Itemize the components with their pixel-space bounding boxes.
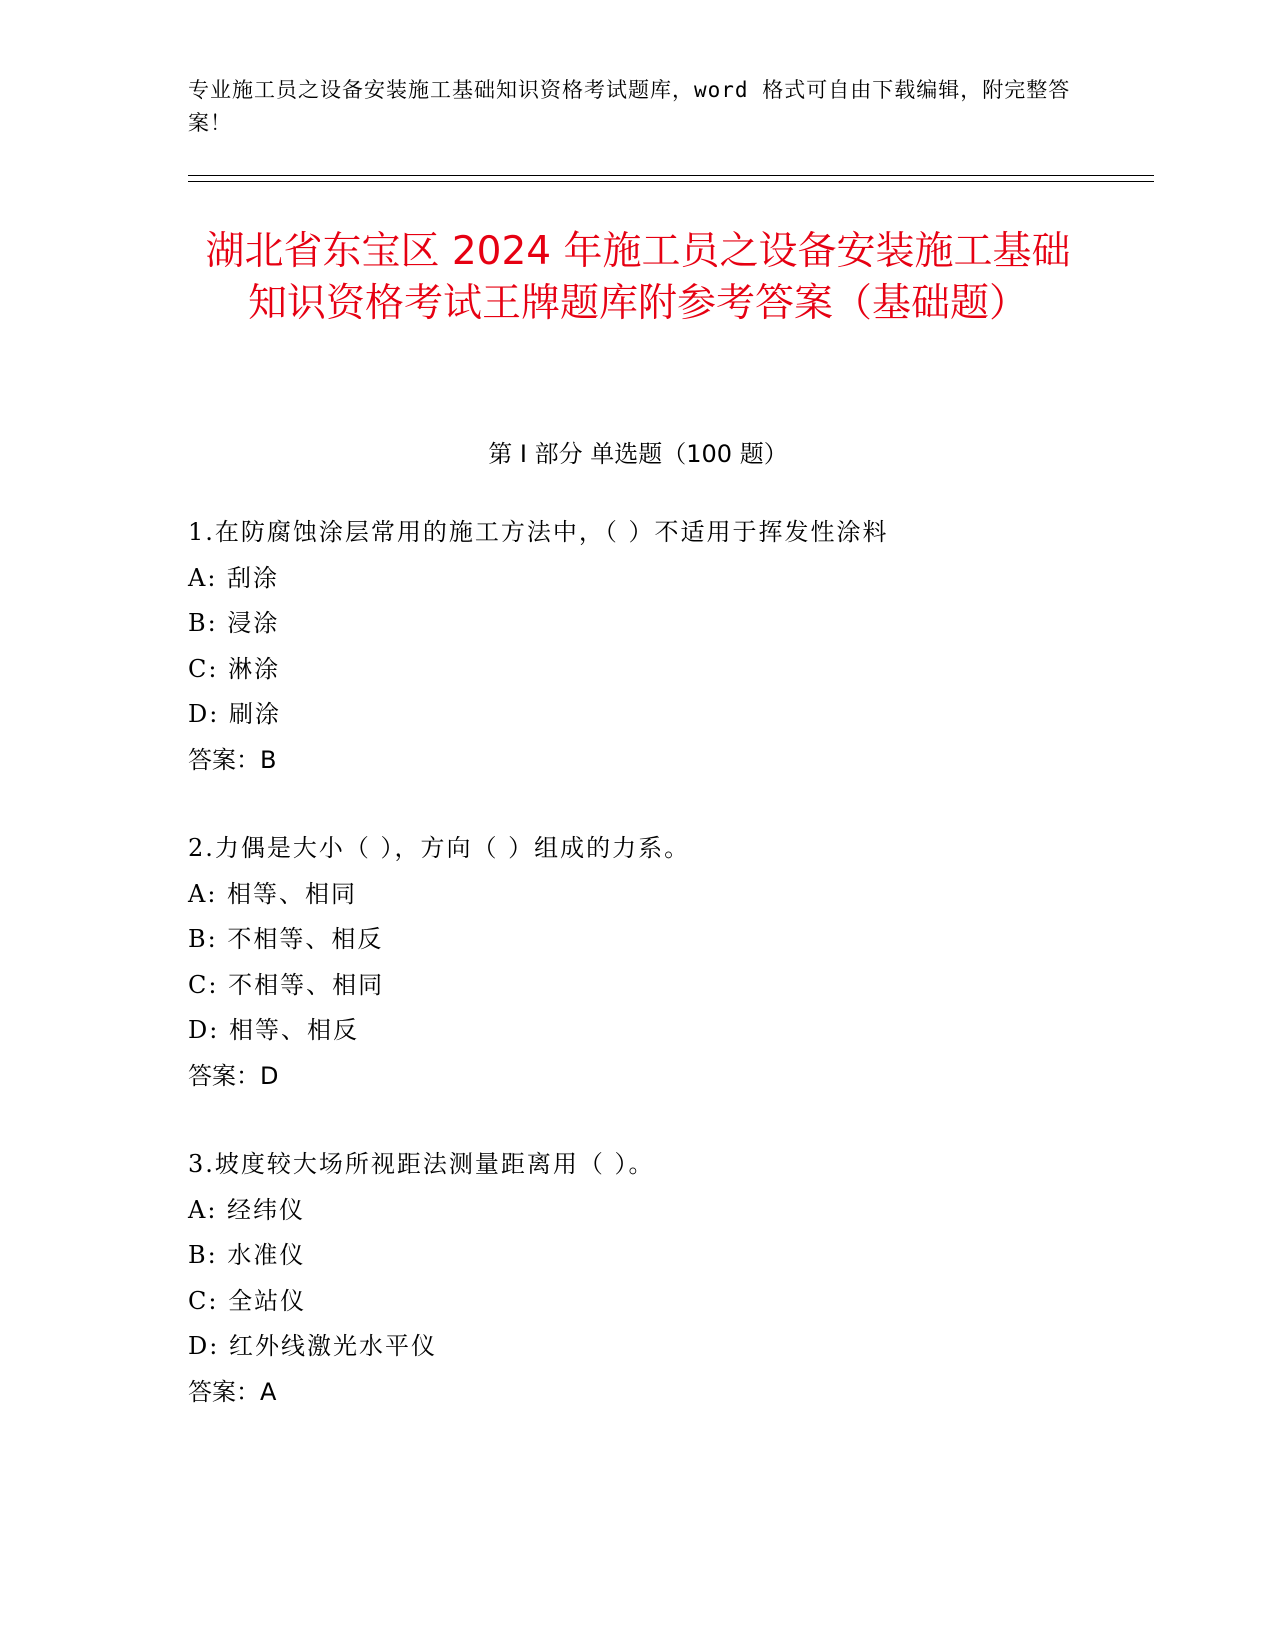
option-c: C: 全站仪 <box>188 1286 307 1315</box>
section-heading: 第 I 部分 单选题（100 题） <box>488 440 788 468</box>
question-stem: 3.坡度较大场所视距法测量距离用（ ）。 <box>188 1150 655 1178</box>
answer-line: 答案：B <box>188 745 277 774</box>
option-d: D: 刷涂 <box>188 700 281 728</box>
header-divider-top <box>188 175 1154 176</box>
question-block <box>188 1142 1148 1415</box>
question-stem: 1.在防腐蚀涂层常用的施工方法中，（ ）不适用于挥发性涂料 <box>188 518 889 546</box>
option-b: B: 浸涂 <box>188 609 280 637</box>
option-b: B: 水准仪 <box>188 1241 306 1269</box>
header-divider-bottom <box>188 181 1154 182</box>
option-d: D: 相等、相反 <box>188 1016 359 1044</box>
option-a: A: 刮涂 <box>188 563 280 592</box>
option-d: D: 红外线激光水平仪 <box>188 1332 437 1360</box>
question-block <box>188 510 1148 783</box>
option-a: A: 相等、相同 <box>188 879 358 908</box>
question-block <box>188 826 1148 1099</box>
answer-line: 答案：A <box>188 1377 277 1406</box>
option-c: C: 淋涂 <box>188 654 281 683</box>
answer-line: 答案：D <box>188 1061 279 1090</box>
option-b: B: 不相等、相反 <box>188 925 384 953</box>
header-note: 专业施工员之设备安装施工基础知识资格考试题库，word 格式可自由下载编辑，附完整答案！ <box>188 78 1071 135</box>
question-stem: 2.力偶是大小（ ），方向（ ）组成的力系。 <box>188 834 691 862</box>
option-a: A: 经纬仪 <box>188 1195 306 1224</box>
option-c: C: 不相等、相同 <box>188 970 385 999</box>
document-title: 湖北省东宝区 2024 年施工员之设备安装施工基础知识资格考试王牌题库附参考答案（基础题） <box>205 229 1071 326</box>
